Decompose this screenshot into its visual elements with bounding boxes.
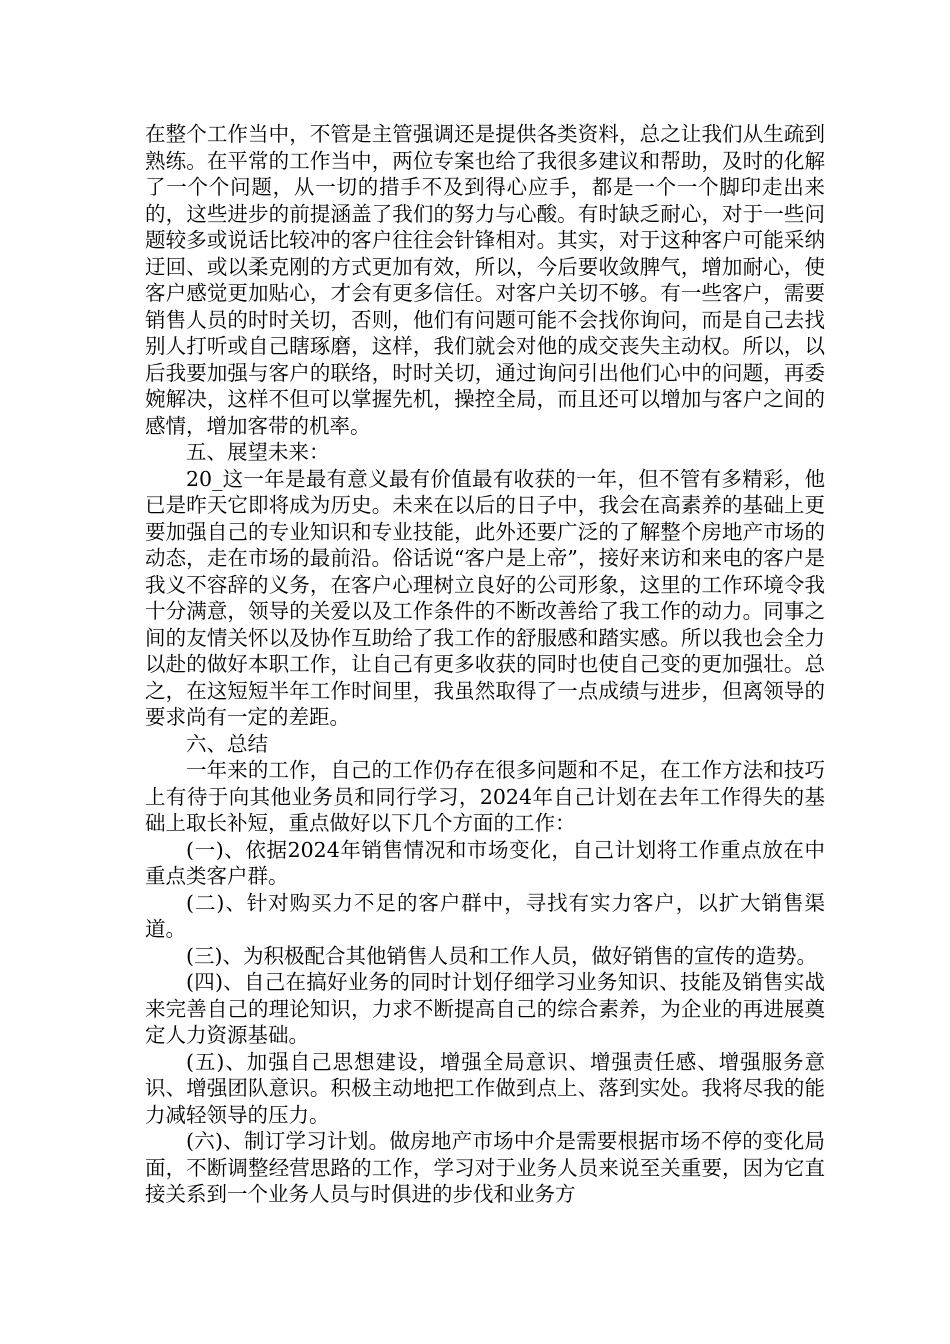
paragraph-outlook: 20_这一年是最有意义最有价值最有收获的一年，但不管有多精彩，他已是昨天它即将成为历史。未来在以后的日子中，我会在高素养的基础上更要加强自己的专业知识和专业技能，此外还要广泛的了解整个房地产市场的动态，走在市场的最前沿。俗话说“客户是上帝”，接好来访和来电的客户是我义不容辞的义务，在客户心理树立良好的公司形象，这里的工作环境令我十分满意，领导的关爱以及工作条件的不断改善给了我工作的动力。同事之间的友情关怀以及协作互助给了我工作的舒服感和踏实感。所以我也会全力以赴的做好本职工作，让自己有更多收获的同时也使自己变的更加强壮。总之，在这短短半年工作时间里，我虽然取得了一点成绩与进步，但离领导的要求尚有一定的差距。 [145,466,825,729]
section-heading-outlook: 五、展望未来： [186,440,330,464]
plan-item-1: (一)、依据2024年销售情况和市场变化，自己计划将工作重点放在中重点类客户群。 [145,837,825,888]
paragraph-summary-intro: 一年来的工作，自己的工作仍存在很多问题和不足，在工作方法和技巧上有待于向其他业务员和同行学习，2024年自己计划在去年工作得失的基础上取长补短，重点做好以下几个方面的工作： [145,758,825,835]
plan-item-6: (六)、制订学习计划。做房地产市场中介是需要根据市场不停的变化局面，不断调整经营思路的工作，学习对于业务人员来说至关重要，因为它直接关系到一个业务人员与时俱进的步伐和业务方 [145,1129,825,1206]
section-heading-summary: 六、总结 [186,731,268,756]
plan-item-5: (五)、加强自己思想建设，增强全局意识、增强责任感、增强服务意识、增强团队意识。积极主动地把工作做到点上、落到实处。我将尽我的能力减轻领导的压力。 [145,1049,825,1127]
plan-item-4: (四)、自己在搞好业务的同时计划仔细学习业务知识、技能及销售实战来完善自己的理论知识，力求不断提高自己的综合素养，为企业的再进展奠定人力资源基础。 [145,970,825,1047]
plan-item-3: (三)、为积极配合其他销售人员和工作人员，做好销售的宣传的造势。 [186,943,817,968]
document-page [145,121,825,1208]
plan-item-2: (二)、针对购买力不足的客户群中，寻找有实力客户，以扩大销售渠道。 [145,890,825,941]
paragraph-customer-service: 在整个工作当中，不管是主管强调还是提供各类资料，总之让我们从生疏到熟练。在平常的工作当中，两位专案也给了我很多建议和帮助，及时的化解了一个个问题，从一切的措手不及到得心应手，都是一个一个脚印走出来的，这些进步的前提涵盖了我们的努力与心酸。有时缺乏耐心，对于一些问题较多或说话比较冲的客户往往会针锋相对。其实，对于这种客户可能采纳迂回、或以柔克刚的方式更加有效，所以，今后要收敛脾气，增加耐心，使客户感觉更加贴心，才会有更多信任。对客户关切不够。有一些客户，需要销售人员的时时关切，否则，他们有问题可能不会找你询问，而是自己去找别人打听或自己瞎琢磨，这样，我们就会对他的成交丧失主动权。所以，以后我要加强与客户的联络，时时关切，通过询问引出他们心中的问题，再委婉解决，这样不但可以掌握先机，操控全局，而且还可以增加与客户之间的感情，增加客带的机率。 [145,122,825,438]
